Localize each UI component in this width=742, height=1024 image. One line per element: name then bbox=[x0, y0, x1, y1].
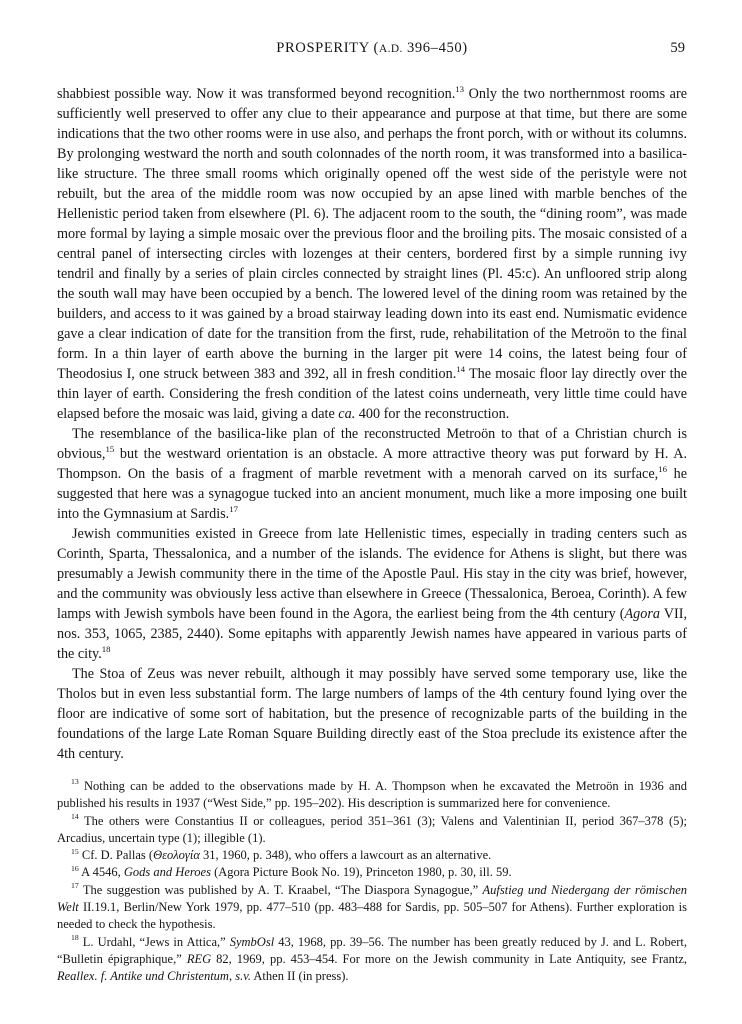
text-segment: s.v. bbox=[235, 969, 251, 984]
footnote-number: 17 bbox=[229, 503, 239, 514]
text-segment: 82, 1969, pp. 453–454. For more on the Jewish community in Late Antiquity, see Frantz, bbox=[211, 951, 687, 966]
text-segment: 43, 1968, pp. 39–56. The number has been greatly reduced by J. and L. Robert, “Bulletin épigraphique,” bbox=[57, 934, 687, 966]
footnote-number: 16 bbox=[658, 463, 667, 474]
text-segment: 396–450) bbox=[402, 40, 468, 56]
footnote-number: 15 bbox=[71, 846, 79, 856]
text-segment: , bbox=[228, 969, 236, 984]
text-segment: The Stoa of Zeus was never rebuilt, although it may possibly have served some temporary use, like the Tholos but in even less substantial form. The large numbers of lamps of the 4th century found lying over the floor are indicative of some sort of habitation, but the presence of recognizable parts of the building in the foundations of the large Late Roman Square Building directly east of the Stoa preclude its existence after the 4th century. bbox=[57, 666, 687, 762]
text-segment: The others were Constantius II or colleagues, period 351–361 (3); Valens and Valentinian II, period 367–378 (5); Arcadius, uncertain type (1); illegible (1). bbox=[57, 813, 687, 845]
text-segment: REG bbox=[186, 951, 212, 966]
paragraph-3 bbox=[57, 524, 687, 664]
text-segment: Aufstieg und Niedergang der römischen Welt bbox=[57, 882, 687, 915]
text-segment: 400 for the reconstruction. bbox=[355, 406, 510, 422]
text-segment: (Agora Picture Book No. 19), Princeton 1980, p. 30, ill. 59. bbox=[210, 865, 512, 880]
text-segment: shabbiest possible way. Now it was transformed beyond recognition. bbox=[57, 86, 456, 102]
text-segment: A.D. bbox=[379, 43, 403, 55]
body-text bbox=[57, 84, 687, 764]
page-number: 59 bbox=[670, 40, 685, 56]
footnote-number: 17 bbox=[71, 881, 79, 891]
text-segment: 31, 1960, p. 348), who offers a lawcourt as an alternative. bbox=[199, 848, 492, 863]
footnote-number: 15 bbox=[105, 443, 115, 454]
text-segment: II.19.1, Berlin/New York 1979, pp. 477–510 (pp. 483–488 for Sardis, pp. 505–507 for Athens). Further exploration is needed to check the hypothesis. bbox=[57, 900, 687, 932]
text-segment: Jewish communities existed in Greece from late Hellenistic times, especially in trading centers such as Corinth, Sparta, Thessalonica, and a number of the islands. The evidence for Athens is slight, but there was presumably a Jewish community there in the time of the Apostle Paul. His stay in the city was brief, however, and the community was obviously less active than elsewhere in Greece (Thessalonica, Beroea, Corinth). A few lamps with Jewish symbols have been found in the Agora, the earliest being from the 4th century ( bbox=[57, 526, 687, 622]
text-segment: Nothing can be added to the observations made by H. A. Thompson when he excavated the Metroön in 1936 and published his results in 1937 (“West Side,” pp. 195–202). His description is summarized here for convenience. bbox=[57, 779, 687, 811]
footnote-number: 13 bbox=[455, 83, 465, 94]
text-segment: Θεολογία bbox=[153, 848, 200, 863]
text-segment: but the westward orientation is an obstacle. A more attractive theory was put forward by H. A. Thompson. On the basis of a fragment of marble revetment with a menorah carved on its surface, bbox=[57, 446, 687, 482]
text-segment: Reallex. f. Antike und Christentum bbox=[57, 969, 229, 984]
text-segment: The mosaic floor lay directly over the thin layer of earth. Considering the fresh condition of the latest coins underneath, very little time could have elapsed before the mosaic was laid, giving a date bbox=[57, 366, 688, 422]
text-segment: PROSPERITY ( bbox=[276, 40, 380, 56]
footnote-17 bbox=[57, 882, 687, 934]
footnote-number: 14 bbox=[456, 363, 466, 374]
footnote-18 bbox=[57, 934, 687, 986]
text-segment: ca. bbox=[338, 406, 356, 422]
footnote-number: 13 bbox=[71, 777, 79, 787]
paragraph-4 bbox=[57, 664, 687, 764]
running-title bbox=[57, 40, 687, 57]
footnote-14 bbox=[57, 813, 687, 848]
text-segment: The suggestion was published by A. T. Kraabel, “The Diaspora Synagogue,” bbox=[78, 882, 483, 897]
footnotes-section bbox=[57, 778, 687, 986]
text-segment: Gods and Heroes bbox=[123, 865, 211, 880]
text-segment: Cf. D. Pallas ( bbox=[78, 848, 154, 863]
text-segment: Athen II (in press). bbox=[250, 969, 349, 984]
footnote-number: 14 bbox=[71, 812, 79, 822]
text-segment: Agora bbox=[624, 606, 660, 622]
footnote-number: 16 bbox=[71, 863, 79, 873]
text-segment: VII, nos. 353, 1065, 2385, 2440). Some epitaphs with apparently Jewish names have appeared in various parts of the city. bbox=[57, 606, 687, 662]
footnote-number: 18 bbox=[71, 933, 79, 943]
text-segment: Only the two northernmost rooms are sufficiently well preserved to offer any clue to their appearance and purpose at that time, but there are some indications that the two other rooms were in use also, and perhaps the front porch, with or without its columns. By prolonging westward the north and south colonnades of the north room, it was transformed into a basilica-like structure. The three small rooms which originally opened off the west side of the peristyle were not rebuilt, but the area of the middle room was now occupied by an apse lined with marble benches of the Hellenistic period taken from elsewhere (Pl. 6). The adjacent room to the south, the “dining room”, was made more formal by laying a simple mosaic over the previous floor and the broiling pits. The mosaic consisted of a central panel of intersecting circles with lozenges at their centers, bordered first by a simple running ivy tendril and finally by a series of plain circles connected by straight lines (Pl. 45:c). An unfloored strip along the south wall may have been occupied by a bench. The lowered level of the dining room was retained by the builders, and access to it was gained by a broad stairway leading down into its east end. Numismatic evidence gave a clear indication of date for the transition from the first, rude, rehabilitation of the Metroön to the final form. In a thin layer of earth above the burning in the larger pit were 14 coins, the latest being four of Theodosius I, one struck between 383 and 392, all in fresh condition. bbox=[57, 86, 688, 382]
text-segment: A 4546, bbox=[78, 865, 124, 880]
text-segment: SymbOsl bbox=[229, 934, 275, 949]
paragraph-2 bbox=[57, 424, 687, 524]
paragraph-1 bbox=[57, 84, 687, 424]
footnote-13 bbox=[57, 778, 687, 813]
footnote-16 bbox=[57, 864, 687, 881]
footnote-15 bbox=[57, 847, 687, 864]
text-segment: L. Urdahl, “Jews in Attica,” bbox=[78, 934, 230, 949]
page-header bbox=[57, 40, 687, 60]
footnote-number: 18 bbox=[101, 643, 111, 654]
text-segment: he suggested that here was a synagogue tucked into an ancient monument, much like a more imposing one built into the Gymnasium at Sardis. bbox=[57, 466, 687, 522]
text-segment: The resemblance of the basilica-like plan of the reconstructed Metroön to that of a Christian church is obvious, bbox=[57, 426, 687, 462]
